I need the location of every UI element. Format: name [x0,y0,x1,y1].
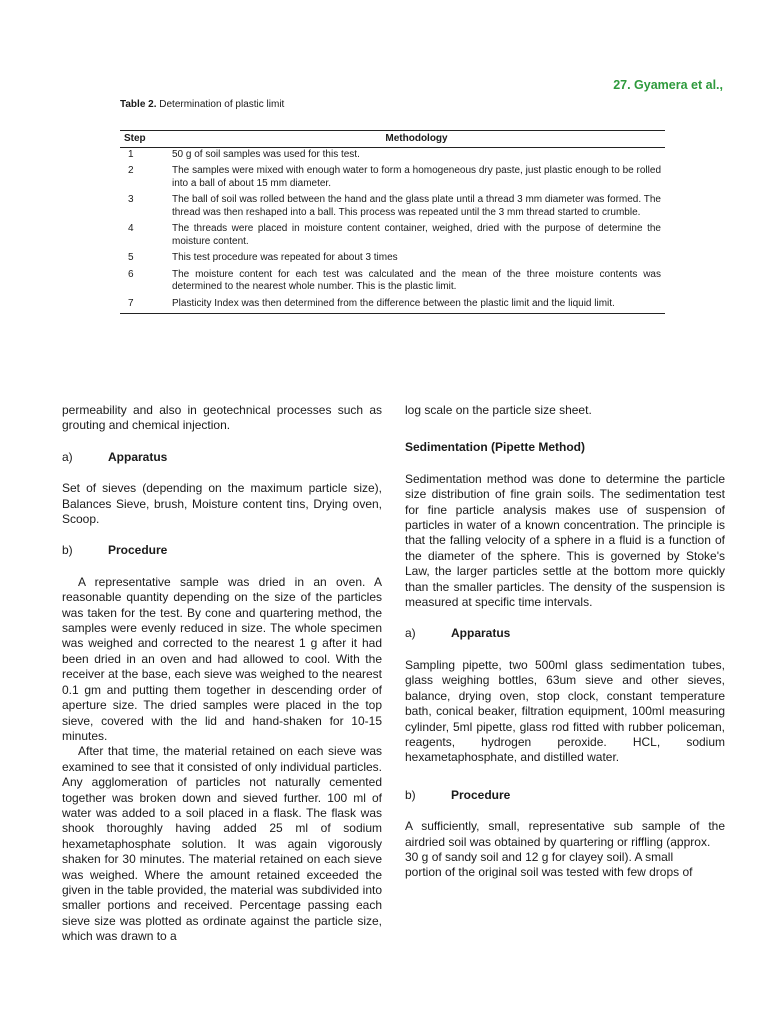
step-number: 7 [120,297,168,314]
step-number: 6 [128,268,134,280]
step-text: The ball of soil was rolled between the hand and the glass plate until a thread 3 mm diameter was formed. The thread was then reshaped into a ball. This process was repeated until the 3 mm thread started to crumble. [172,194,661,218]
apparatus-label: a) [62,449,73,464]
table-row [120,193,665,222]
procedure-heading [405,788,725,803]
table-row [120,164,665,193]
table-caption-label: Table 2. [120,99,157,110]
step-text: This test procedure was repeated for about 3 times [172,252,398,263]
step-number: 3 [128,194,134,205]
sedimentation-paragraph: Sedimentation method was done to determine the particle size distribution of fine grain soils. The sedimentation test for fine particle analysis makes use of suspension of particles in water of a known concentration. The principle is that the falling velocity of a sphere in a fluid is a function of the diameter of the sphere. This is governed by Stoke's Law, the larger particles settle at the bottom more quickly than the smaller particles. The density of the suspension is measured at specific time intervals. [405,471,725,610]
step-text: Plasticity Index was then determined from the difference between the plastic limit and the liquid limit. [168,297,665,314]
procedure-heading [62,543,382,558]
right-column [405,403,725,881]
running-header: 27. Gyamera et al., [613,78,723,92]
procedure-title: Procedure [451,787,511,802]
left-column [62,403,382,945]
procedure-paragraph-line: portion of the original soil was tested with few drops of [405,865,693,880]
step-text: The samples were mixed with enough water to form a homogeneous dry paste, just plastic enough to be rolled into a ball of about 15 mm diameter. [172,165,661,189]
column-header-step: Step [120,131,168,148]
plastic-limit-table [120,130,665,314]
step-number: 2 [128,165,134,176]
step-text: The moisture content for each test was calculated and the mean of the three moisture contents was determined to the nearest whole number. This is the plastic limit. [172,268,661,292]
apparatus-label: a) [405,626,416,641]
table-row [120,147,665,164]
step-number: 4 [128,223,134,234]
table-row [120,251,665,268]
left-intro-paragraph: permeability and also in geotechnical processes such as grouting and chemical injection. [62,403,382,433]
procedure-label: b) [405,787,416,802]
procedure-paragraph-line: 30 g of sandy soil and 12 g for clayey soil). A small [405,849,674,864]
table-row [120,268,665,297]
table-caption-text: Determination of plastic limit [156,99,285,110]
column-header-methodology: Methodology [168,131,665,148]
section-heading: Sedimentation (Pipette Method) [405,440,585,455]
step-text: 50 g of soil samples was used for this test. [172,148,360,160]
procedure-paragraph-1: A representative sample was dried in an oven. A reasonable quantity depending on the size of the particles was taken for the test. By cone and quartering method, the samples were evenly reduced in size. The whole specimen was weighed and corrected to the nearest 1 g after it had been dried in an oven and had allowed to cool. With the receiver at the base, each sieve was weighed to the nearest 0.1 gm and putting them together in descending order of aperture size. The dried samples were placed in the top sieve, covered with the lid and hand-shaken for 10-15 minutes. [62,574,382,743]
apparatus-heading [405,626,725,641]
apparatus-heading [62,450,382,465]
step-text: The threads were placed in moisture content container, weighed, dried with the purpose of determine the moisture content. [172,223,661,247]
apparatus-title: Apparatus [108,449,168,464]
table-row [120,222,665,251]
table-row [120,297,665,314]
procedure-paragraph-2: After that time, the material retained on each sieve was examined to see that it consisted of only individual particles. Any agglomeration of particles not naturally cemented together was broken down and sieved further. 100 ml of water was added to a soil placed in a flask. The flask was shook thoroughly having added 25 ml of sodium hexametaphosphate solution. It was again vigorously shaken for 30 minutes. The material retained on each sieve was weighed. Where the amount retained exceeded the given in the table provided, the material was subdivided into smaller portions and received. Percentage passing each sieve size was plotted as ordinate against the particle size, which was drawn to a [62,744,382,944]
step-number: 5 [128,252,134,263]
procedure-label: b) [62,543,73,558]
apparatus-title: Apparatus [451,626,511,641]
apparatus-paragraph: Sampling pipette, two 500ml glass sedimentation tubes, glass weighing bottles, 63um sieve and other sieves, balance, drying oven, stop clock, constant temperature bath, conical beaker, filtration equipment, 100ml measuring cylinder, 5ml pipette, glass rod fitted with rubber policeman, reagents, hydrogen peroxide. HCL, sodium hexametaphosphate, and distilled water. [405,657,725,765]
apparatus-paragraph: Set of sieves (depending on the maximum particle size), Balances Sieve, brush, Moisture content tins, Drying oven, Scoop. [62,481,382,527]
procedure-title: Procedure [108,543,168,558]
table-caption [120,99,284,110]
procedure-paragraph: A sufficiently, small, representative sub sample of the airdried soil was obtained by quartering or riffling (approx. [405,819,725,849]
right-intro-paragraph: log scale on the particle size sheet. [405,403,592,417]
step-number: 1 [128,148,134,160]
